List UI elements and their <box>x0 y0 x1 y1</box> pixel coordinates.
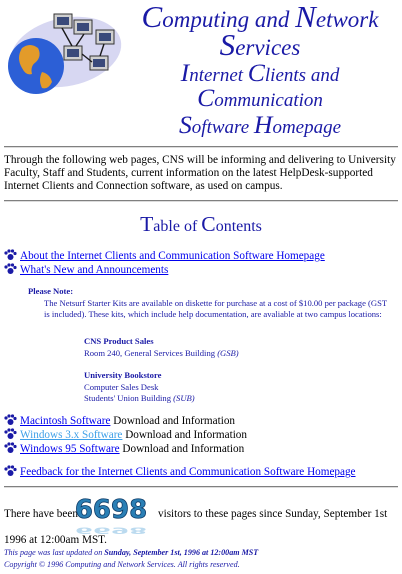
list-item: Windows 3.x Software Download and Information <box>4 428 247 442</box>
counter-value: 6698 <box>74 495 148 525</box>
counter-prefix: There have been <box>4 508 78 520</box>
page-header <box>0 0 402 140</box>
feedback-link[interactable]: Feedback for the Internet Clients and Communication Software Homepage <box>20 466 356 478</box>
counter-reflection: 6698 <box>74 525 148 537</box>
visitor-counter <box>66 494 156 537</box>
counter-date: 1996 at 12:00am MST. <box>4 534 107 546</box>
list-item <box>4 465 356 479</box>
windows-3x-software-link[interactable]: Windows 3.x Software <box>20 429 123 441</box>
copyright: Copyright © 1996 Computing and Network Services. All rights reserved. <box>4 560 240 569</box>
page-subtitle: Software Homepage <box>178 110 342 139</box>
paw-bullet-icon <box>4 414 17 426</box>
page-title <box>118 0 402 139</box>
whats-new-link[interactable]: What's New and Announcements <box>20 264 169 276</box>
list-item: Macintosh Software Download and Information <box>4 414 235 428</box>
page-subtitle: Internet Clients and Communication <box>180 58 340 112</box>
divider <box>4 146 398 148</box>
counter-suffix: visitors to these pages since Sunday, September 1st <box>158 508 388 520</box>
toc-heading: Table of Contents <box>140 212 262 236</box>
windows-95-software-link[interactable]: Windows 95 Software <box>20 443 120 455</box>
macintosh-software-link[interactable]: Macintosh Software <box>20 415 111 427</box>
divider <box>4 200 398 202</box>
globe-network-logo <box>4 6 124 116</box>
title-cap: C <box>141 0 163 34</box>
please-note <box>28 286 393 321</box>
title-cap: N <box>295 0 316 34</box>
title-text: etwork <box>315 7 379 32</box>
location-bookstore: University Bookstore Computer Sales Desk Students' Union Building (SUB) <box>84 370 195 403</box>
paw-bullet-icon <box>4 428 17 440</box>
title-cap: S <box>219 27 236 62</box>
paw-bullet-icon <box>4 465 17 477</box>
divider <box>4 486 398 488</box>
list-item <box>4 263 168 277</box>
location-cns: CNS Product Sales Room 240, General Services Building (GSB) <box>84 336 239 358</box>
paw-bullet-icon <box>4 442 17 454</box>
location-name: CNS Product Sales <box>84 336 154 346</box>
list-item <box>4 249 325 263</box>
location-name: University Bookstore <box>84 370 162 380</box>
list-item: Windows 95 Software Download and Information <box>4 442 244 456</box>
note-heading: Please Note: <box>28 286 74 296</box>
paw-bullet-icon <box>4 249 17 261</box>
title-text: ervices <box>235 35 301 60</box>
title-text: omputing and <box>162 7 296 32</box>
paw-bullet-icon <box>4 263 17 275</box>
note-text: The Netsurf Starter Kits are available on diskette for purchase at a cost of $10.00 per package (GST is included). These kits, which include help documentation, are avaliable at two campus locations: <box>44 297 387 319</box>
last-updated: This page was last updated on Sunday, September 1st, 1996 at 12:00am MST <box>4 548 259 557</box>
about-link[interactable]: About the Internet Clients and Communication Software Homepage <box>20 250 325 262</box>
intro-paragraph: Through the following web pages, CNS will be informing and delivering to University Faculty, Staff and Students, current information on the latest HelpDesk-supported Internet Clients and Connection software, as used on campus. <box>4 154 396 192</box>
